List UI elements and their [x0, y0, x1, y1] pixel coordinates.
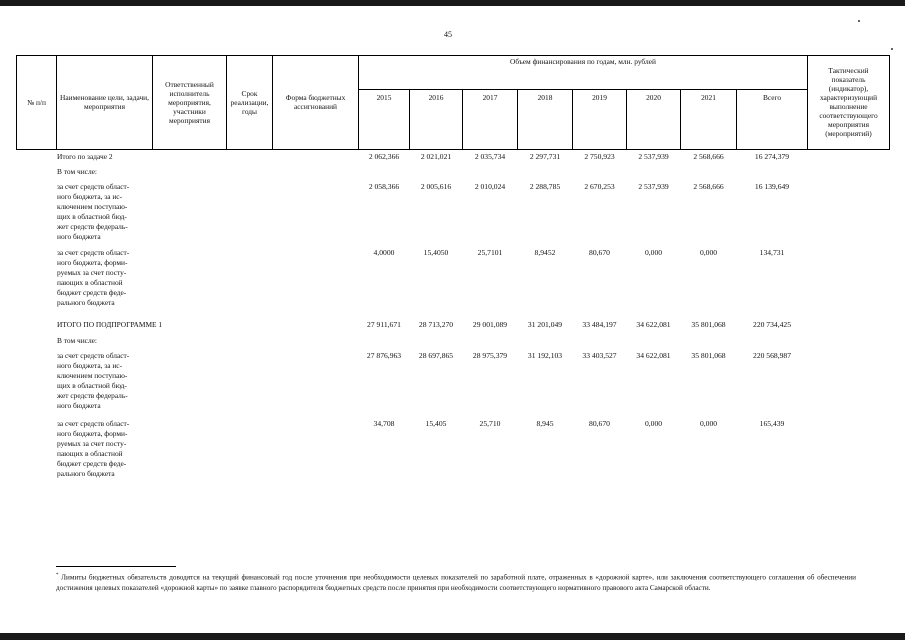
table-cell-total: 16 139,649	[754, 182, 790, 191]
table-cell-total: 220 568,987	[753, 351, 791, 360]
table-cell: 15,4050	[423, 248, 449, 257]
table-cell: 2 035,734	[474, 152, 506, 161]
scan-border-bottom	[0, 633, 905, 640]
header-col-number: № п/п	[27, 97, 46, 107]
table-cell: 34 622,081	[636, 351, 671, 360]
header-col-indicator: Тактический показатель (индикатор), характеризующий выполнение соответствующего мероприятия (мероприятий)	[819, 66, 878, 138]
table-cell-total: 165,439	[759, 419, 785, 428]
table-cell: 27 911,671	[367, 320, 401, 329]
page-number: 45	[444, 30, 452, 39]
table-cell: 8,945	[536, 419, 554, 428]
table-cell: 28 713,270	[418, 320, 454, 329]
row-label-multiline: за счет средств област- ного бюджета, за ис- ключением поступаю- щих в областной бюд- жет средств федераль- ного бюджета	[57, 182, 130, 241]
table-cell: 35 801,068	[691, 351, 726, 360]
row-label: Итого по задаче 2	[57, 152, 113, 161]
table-cell: 2 750,923	[584, 152, 615, 161]
footnote-marker: *	[56, 573, 59, 578]
scan-speck	[858, 20, 860, 22]
table-cell: 2 568,666	[693, 152, 724, 161]
table-cell: 28 975,379	[472, 351, 508, 360]
footnote-text: Лимиты бюджетных обязательств доводятся на текущий финансовый год после уточнения при необходимости целевых показателей по заработной плате, отраженных в «дорожной карте», или заключения соответствующего соглашения об обеспечении достижения целевых показателей «дорожной карты» по заявке главного распорядителя бюджетных средств после принятия при необходимости соответствующего нормативного правового акта Самарской области.	[56, 573, 856, 593]
header-year: 2016	[428, 92, 444, 102]
table-cell: 2 010,024	[474, 182, 506, 191]
table-cell: 80,670	[589, 248, 610, 257]
footnote	[56, 570, 856, 594]
table-cell: 2 021,021	[420, 152, 452, 161]
table-cell: 2 058,366	[368, 182, 400, 191]
header-year: 2020	[646, 92, 661, 102]
header-col-form: Форма бюджетных ассигнований	[285, 93, 346, 111]
table-cell: 0,000	[644, 419, 663, 428]
table-cell: 4,0000	[373, 248, 395, 257]
header-year: 2018	[537, 92, 553, 102]
row-label: В том числе:	[57, 167, 97, 176]
header-year: 2019	[592, 92, 607, 102]
table-cell: 25,7101	[477, 248, 503, 257]
table-cell: 2 062,366	[368, 152, 400, 161]
header-year: 2021	[701, 92, 716, 102]
row-label-multiline: за счет средств област- ного бюджета, форми- руемых за счет посту- пающих в областной бюджет средств феде- рального бюджета	[57, 419, 130, 478]
header-total: Всего	[762, 92, 782, 102]
table-cell-total: 134,731	[759, 248, 785, 257]
scan-speck	[891, 48, 893, 50]
table-cell: 27 876,963	[366, 351, 402, 360]
table-cell: 2 537,939	[638, 182, 669, 191]
header-year: 2015	[376, 92, 392, 102]
table-cell: 0,000	[699, 248, 718, 257]
header-col-name: Наименование цели, задачи, мероприятия	[60, 93, 149, 111]
row-label-multiline: за счет средств област- ного бюджета, за ис- ключением поступаю- щих в областной бюд- жет средств федераль- ного бюджета	[57, 351, 130, 410]
table-cell: 25,710	[479, 419, 501, 428]
table-cell: 15,405	[425, 419, 447, 428]
table-cell: 2 288,785	[529, 182, 561, 191]
header-col-responsible: Ответственный исполнитель мероприятия, участники мероприятия	[165, 79, 214, 125]
scan-border-top	[0, 0, 905, 6]
table-cell: 28 697,865	[418, 351, 454, 360]
table-cell-total: 220 734,425	[753, 320, 791, 329]
row-label-multiline: за счет средств област- ного бюджета, форми- руемых за счет посту- пающих в областной бюджет средств феде- рального бюджета	[57, 248, 130, 307]
table-cell: 2 297,731	[529, 152, 561, 161]
table-cell: 8,9452	[534, 248, 556, 257]
row-label: В том числе:	[57, 336, 97, 345]
table-cell: 29 001,089	[472, 320, 508, 329]
table-cell: 33 403,527	[582, 351, 617, 360]
table-cell: 31 201,049	[527, 320, 563, 329]
table-cell: 0,000	[699, 419, 718, 428]
row-label: ИТОГО ПО ПОДПРОГРАММЕ 1	[57, 320, 163, 329]
table-cell: 2 568,666	[693, 182, 724, 191]
footnote-rule	[56, 566, 176, 567]
table-cell: 0,000	[644, 248, 663, 257]
table-cell: 33 484,197	[582, 320, 617, 329]
table-cell-total: 16 274,379	[754, 152, 790, 161]
table-cell: 80,670	[589, 419, 610, 428]
header-col-term: Срок реализации, годы	[230, 88, 269, 116]
table-cell: 35 801,068	[691, 320, 726, 329]
table-cell: 34 622,081	[636, 320, 671, 329]
table-cell: 31 192,103	[527, 351, 563, 360]
table-header	[16, 55, 890, 150]
table-cell: 34,708	[373, 419, 395, 428]
table-cell: 2 670,253	[584, 182, 615, 191]
table-cell: 2 005,616	[420, 182, 452, 191]
header-year: 2017	[482, 92, 498, 102]
header-col-financing: Объем финансирования по годам, млн. рублей	[510, 57, 656, 66]
table-cell: 2 537,939	[638, 152, 669, 161]
